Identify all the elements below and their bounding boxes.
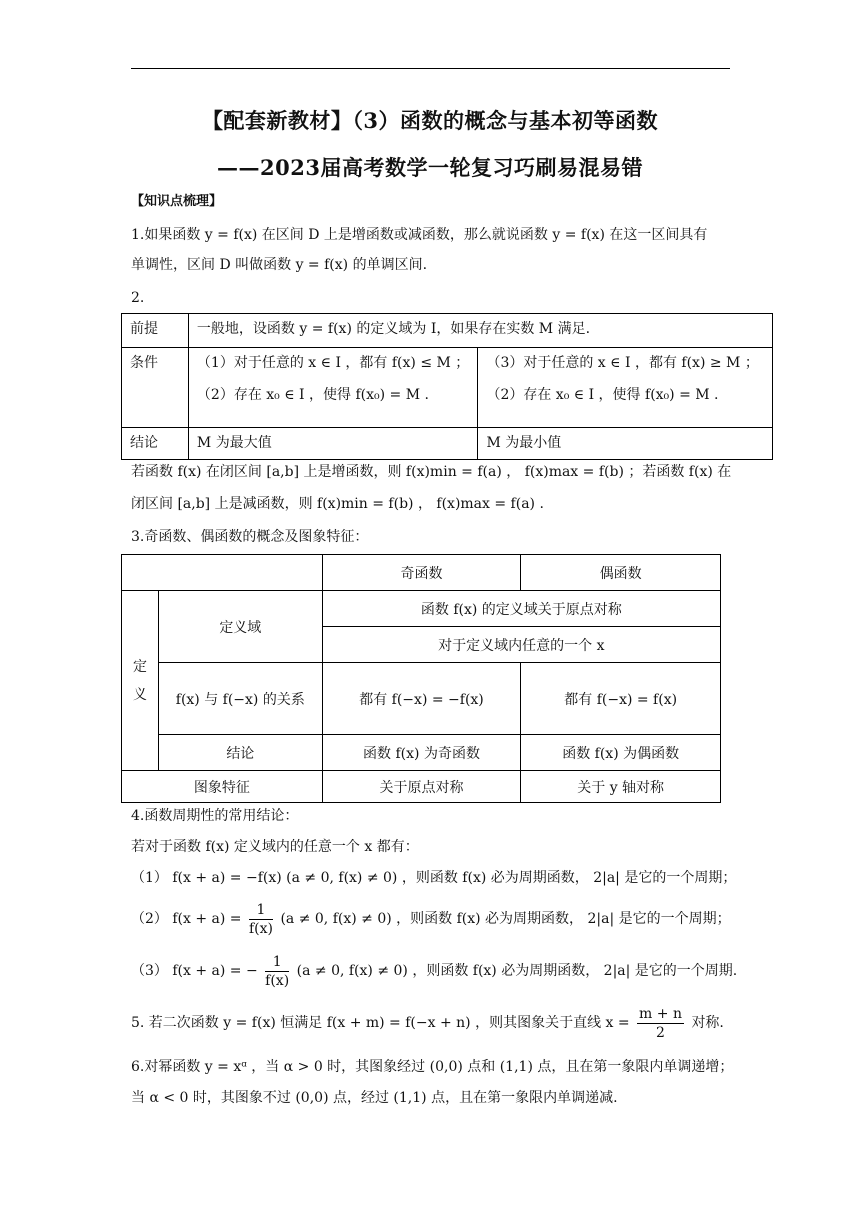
relation-label: f(x) 与 f(−x) 的关系 bbox=[158, 663, 322, 735]
condition-min-1: （3）对于任意的 x ∈ I ，都有 f(x) ≥ M ； bbox=[486, 355, 759, 371]
cell-conclusion-min: M 为最小值 bbox=[478, 428, 773, 460]
case2-prefix: （2） f(x + a) = bbox=[131, 911, 242, 927]
condition-max-2: （2）存在 x₀ ∈ I ，使得 f(x₀) = M . bbox=[196, 387, 429, 403]
header-rule bbox=[131, 68, 730, 69]
case3-prefix: （3） f(x + a) = − bbox=[131, 963, 258, 979]
p2-after-line2: 闭区间 [a,b] 上是减函数，则 f(x)min = f(b) ， f(x)max = f(a) . bbox=[131, 496, 544, 512]
domain-label: 定义域 bbox=[158, 591, 322, 663]
cell-condition-max bbox=[188, 348, 478, 428]
section-heading: 【知识点梳理】 bbox=[131, 194, 223, 209]
case3-denominator: f(x) bbox=[265, 972, 290, 989]
conclusion-even: 函数 f(x) 为偶函数 bbox=[521, 735, 721, 771]
cell-condition-label: 条件 bbox=[122, 348, 189, 428]
case2-fraction bbox=[249, 901, 273, 938]
case3-suffix: (a ≠ 0, f(x) ≠ 0) ，则函数 f(x) 必为周期函数， 2|a| 是它的一个周期. bbox=[296, 963, 738, 979]
p5-prefix: 5. 若二次函数 y = f(x) 恒满足 f(x + m) = f(−x + n) ，则其图象关于直线 x = bbox=[131, 1015, 630, 1031]
p5 bbox=[131, 1004, 724, 1042]
cell-premise-label: 前提 bbox=[122, 314, 189, 348]
condition-min-2: （2）存在 x₀ ∈ I ，使得 f(x₀) = M . bbox=[486, 387, 719, 403]
definition-label bbox=[122, 591, 159, 771]
definition-char-1: 定 bbox=[132, 658, 147, 675]
p4-label: 4.函数周期性的常用结论： bbox=[131, 808, 299, 824]
case3-fraction bbox=[265, 953, 289, 990]
case3-numerator: 1 bbox=[265, 953, 289, 972]
header-even: 偶函数 bbox=[521, 555, 721, 591]
p6-line2: 当 α < 0 时，其图象不过 (0,0) 点，经过 (1,1) 点，且在第一象限内单调递减. bbox=[131, 1090, 618, 1106]
conclusion-label: 结论 bbox=[158, 735, 322, 771]
graph-label: 图象特征 bbox=[122, 771, 323, 803]
domain-row1: 函数 f(x) 的定义域关于原点对称 bbox=[322, 591, 720, 627]
header-odd: 奇函数 bbox=[322, 555, 521, 591]
document-title: 【配套新教材】（3）函数的概念与基本初等函数 bbox=[201, 108, 659, 133]
cell-conclusion-max: M 为最大值 bbox=[188, 428, 478, 460]
p1-line1: 1.如果函数 y = f(x) 在区间 D 上是增函数或减函数，那么就说函数 y = f(x) 在这一区间具有 bbox=[131, 227, 708, 243]
cell-premise-text: 一般地，设函数 y = f(x) 的定义域为 I，如果存在实数 M 满足. bbox=[188, 314, 772, 348]
domain-row2: 对于定义域内任意的一个 x bbox=[322, 627, 720, 663]
max-min-table bbox=[121, 313, 773, 460]
condition-max-1: （1）对于任意的 x ∈ I ，都有 f(x) ≤ M ； bbox=[196, 355, 470, 371]
definition-char-2: 义 bbox=[132, 686, 147, 703]
cell-conclusion-label: 结论 bbox=[122, 428, 189, 460]
p4-case1: （1） f(x + a) = −f(x) (a ≠ 0, f(x) ≠ 0) ，则函数 f(x) 必为周期函数， 2|a| 是它的一个周期； bbox=[131, 870, 737, 886]
graph-odd: 关于原点对称 bbox=[322, 771, 521, 803]
p2-after-line1: 若函数 f(x) 在闭区间 [a,b] 上是增函数，则 f(x)min = f(a) ， f(x)max = f(b) ；若函数 f(x) 在 bbox=[131, 464, 732, 480]
p5-numerator: m + n bbox=[639, 1005, 682, 1022]
p4-intro: 若对于函数 f(x) 定义域内的任意一个 x 都有： bbox=[131, 839, 419, 855]
p5-denominator: 2 bbox=[656, 1024, 665, 1041]
p3-label: 3.奇函数、偶函数的概念及图象特征： bbox=[131, 529, 369, 545]
case2-suffix: (a ≠ 0, f(x) ≠ 0) ，则函数 f(x) 必为周期函数， 2|a| 是它的一个周期； bbox=[280, 911, 731, 927]
header-empty bbox=[122, 555, 323, 591]
relation-odd: 都有 f(−x) = −f(x) bbox=[322, 663, 521, 735]
relation-even: 都有 f(−x) = f(x) bbox=[521, 663, 721, 735]
conclusion-odd: 函数 f(x) 为奇函数 bbox=[322, 735, 521, 771]
document-subtitle: ——2023届高考数学一轮复习巧刷易混易错 bbox=[217, 155, 643, 180]
p1-line2: 单调性，区间 D 叫做函数 y = f(x) 的单调区间. bbox=[131, 257, 428, 273]
cell-condition-min bbox=[478, 348, 773, 428]
case2-numerator: 1 bbox=[249, 901, 273, 920]
case2-denominator: f(x) bbox=[248, 920, 273, 937]
p5-fraction bbox=[637, 1005, 684, 1042]
p4-case3 bbox=[131, 952, 737, 990]
p2-label: 2. bbox=[131, 290, 145, 306]
odd-even-table bbox=[121, 554, 721, 803]
p6-line1: 6.对幂函数 y = xᵅ ，当 α > 0 时，其图象经过 (0,0) 点和 (1,1) 点，且在第一象限内单调递增； bbox=[131, 1059, 734, 1075]
graph-even: 关于 y 轴对称 bbox=[521, 771, 721, 803]
p4-case2 bbox=[131, 900, 731, 938]
p5-suffix: 对称. bbox=[691, 1015, 724, 1031]
